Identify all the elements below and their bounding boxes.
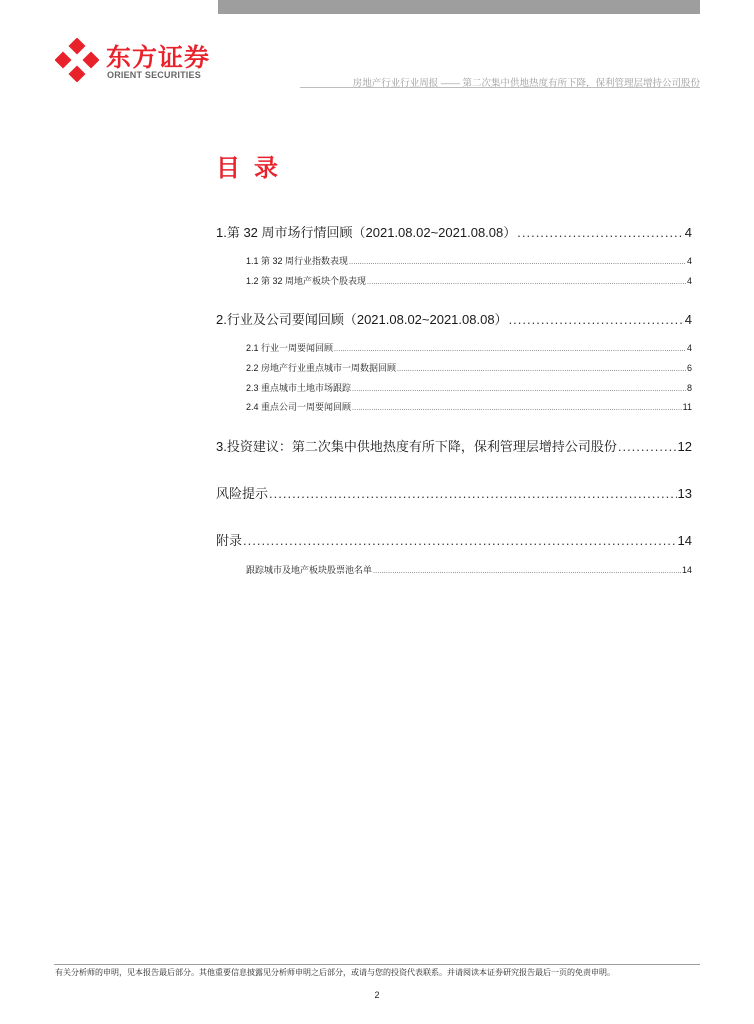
toc-entry-2-4[interactable] — [246, 400, 692, 413]
toc-entry-2-1[interactable] — [246, 341, 692, 354]
toc-entry-label: 附录 — [216, 533, 243, 548]
toc-entry-page: 6 — [686, 363, 692, 373]
toc-leader-dots — [352, 386, 686, 393]
toc-entry-label: 跟踪城市及地产板块股票池名单 — [246, 565, 373, 575]
toc-entry-page: 4 — [684, 225, 692, 240]
toc-entry-label: 2.3 重点城市土地市场跟踪 — [246, 383, 352, 393]
toc-leader-dots — [509, 312, 684, 327]
toc-entry-label: 风险提示 — [216, 486, 269, 501]
page-number: 2 — [374, 990, 380, 1000]
toc-entry-2-2[interactable] — [246, 361, 692, 374]
toc-entry-page: 4 — [684, 312, 692, 327]
report-title: 房地产行业行业周报 —— 第二次集中供地热度有所下降，保利管理层增持公司股份 — [352, 78, 700, 89]
toc-leader-dots — [243, 533, 677, 548]
toc-entry-label: 1.1 第 32 周行业指数表现 — [246, 256, 349, 266]
toc-entry-page: 14 — [677, 533, 692, 548]
toc-leader-dots — [373, 568, 681, 575]
toc-entry-3[interactable] — [216, 436, 692, 455]
toc-entry-label: 1.第 32 周市场行情回顾（2021.08.02~2021.08.08） — [216, 225, 517, 240]
toc-entry-page: 4 — [686, 276, 692, 286]
toc-entry-page: 13 — [677, 486, 692, 501]
toc-entry-page: 14 — [681, 565, 692, 575]
toc-leader-dots — [269, 486, 677, 501]
toc-entry-page: 11 — [682, 402, 692, 412]
orient-securities-logo — [55, 38, 215, 86]
toc-entry-1[interactable] — [216, 222, 692, 241]
footer-divider — [54, 964, 700, 965]
toc-leader-dots — [352, 405, 682, 412]
toc-entry-2-3[interactable] — [246, 381, 692, 394]
toc-leader-dots — [618, 439, 677, 454]
toc-entry-page: 4 — [686, 256, 692, 266]
toc-entry-page: 12 — [677, 439, 692, 454]
brand-name-cn: 东方证券 — [106, 44, 211, 72]
header-divider — [300, 87, 700, 88]
orient-logo-icon — [55, 38, 99, 82]
toc-entry-appendix[interactable] — [216, 530, 692, 549]
brand-name-en: ORIENT SECURITIES — [107, 70, 201, 80]
toc-entry-label: 3.投资建议：第二次集中供地热度有所下降，保利管理层增持公司股份 — [216, 439, 617, 454]
footer-disclaimer: 有关分析师的申明，见本报告最后部分。其他重要信息披露见分析师申明之后部分，或请与您的投资代表联系。并请阅读本证券研究报告最后一页的免责申明。 — [55, 968, 615, 977]
toc-entry-risk[interactable] — [216, 483, 692, 502]
toc-entry-label: 2.1 行业一周要闻回顾 — [246, 343, 334, 353]
toc-entry-1-2[interactable] — [246, 274, 692, 287]
toc-entry-label: 1.2 第 32 周地产板块个股表现 — [246, 276, 367, 286]
toc-entry-page: 4 — [686, 343, 692, 353]
toc-entry-page: 8 — [686, 383, 692, 393]
toc-entry-1-1[interactable] — [246, 254, 692, 267]
toc-entry-label: 2.4 重点公司一周要闻回顾 — [246, 402, 352, 412]
toc-leader-dots — [349, 259, 686, 266]
header-gray-bar — [218, 0, 700, 14]
toc-entry-2[interactable] — [216, 309, 692, 328]
toc-entry-appendix-1[interactable] — [246, 563, 692, 576]
toc-entry-label: 2.行业及公司要闻回顾（2021.08.02~2021.08.08） — [216, 312, 508, 327]
toc-entry-label: 2.2 房地产行业重点城市一周数据回顾 — [246, 363, 397, 373]
toc-leader-dots — [334, 346, 686, 353]
toc-leader-dots — [517, 225, 684, 240]
toc-leader-dots — [397, 366, 686, 373]
toc-title: 目录 — [216, 155, 292, 182]
toc-leader-dots — [367, 279, 686, 286]
